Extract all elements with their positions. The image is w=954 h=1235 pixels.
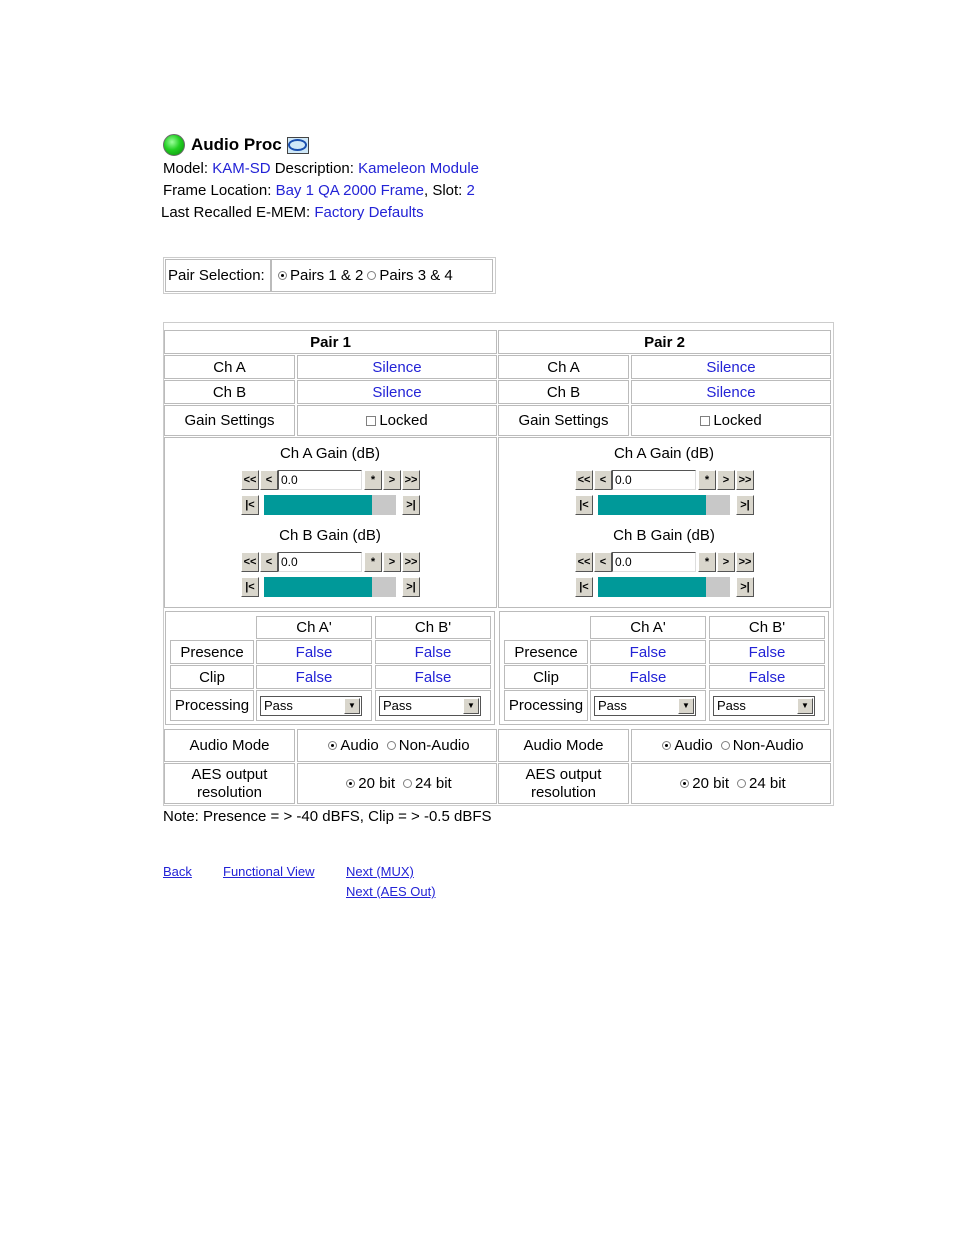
functional-view-link[interactable]: Functional View: [223, 864, 315, 879]
pair1-locked: [297, 405, 497, 436]
pair1-presence-label: Presence: [170, 640, 254, 664]
pair2-processing-b-value: Pass: [717, 698, 746, 713]
pair2-audio-label: Audio: [674, 737, 713, 754]
pair1-20bit-label: 20 bit: [358, 775, 395, 792]
pair2-col-a-header: Ch A': [590, 616, 706, 639]
pair2-ch-b-fast-back-button[interactable]: <<: [575, 552, 593, 572]
pair1-ch-b-gain-title: Ch B Gain (dB): [279, 527, 381, 544]
pair2-aes-label-line1: AES output: [525, 765, 602, 783]
pair1-ch-a-star-button[interactable]: *: [364, 470, 382, 490]
pair1-processing-b-select[interactable]: [379, 696, 481, 716]
pair2-ch-a-fast-fwd-button[interactable]: >>: [736, 470, 754, 490]
pair-selection-options: [271, 259, 493, 292]
pair2-ch-a-gain-input[interactable]: 0.0: [612, 470, 696, 490]
pair2-20bit-label: 20 bit: [692, 775, 729, 792]
pair1-audio-label: Audio: [340, 737, 379, 754]
dropdown-arrow-icon: ▼: [797, 698, 813, 714]
pair1-ch-b-star-button[interactable]: *: [364, 552, 382, 572]
pair2-ch-b-star-button[interactable]: *: [698, 552, 716, 572]
pair1-clip-b: False: [375, 665, 491, 689]
pair2-ch-a-star-button[interactable]: *: [698, 470, 716, 490]
pair2-processing-b-select[interactable]: [713, 696, 815, 716]
pair2-audio-mode-label: Audio Mode: [498, 729, 629, 762]
pair1-locked-checkbox[interactable]: [366, 416, 376, 426]
pair1-ch-b-to-start-button[interactable]: |<: [241, 577, 259, 597]
pair1-aes-label: [164, 763, 295, 804]
pair2-audio-mode-options: [631, 729, 831, 762]
pair2-ch-b-label: Ch B: [498, 380, 629, 404]
pair1-aes-label-line2: resolution: [196, 783, 263, 801]
pair1-ch-a-gain-input[interactable]: 0.0: [278, 470, 362, 490]
dropdown-arrow-icon: ▼: [344, 698, 360, 714]
back-link[interactable]: Back: [163, 864, 192, 879]
pair2-col-b-header: Ch B': [709, 616, 825, 639]
pair-selection-label: Pair Selection:: [165, 259, 271, 292]
pair1-audio-mode-options: [297, 729, 497, 762]
pair1-ch-a-fast-fwd-button[interactable]: >>: [402, 470, 420, 490]
status-led-icon: [163, 134, 185, 156]
pair2-ch-a-fast-back-button[interactable]: <<: [575, 470, 593, 490]
pair2-ch-b-value: Silence: [631, 380, 831, 404]
pair2-gain-settings-label: Gain Settings: [498, 405, 629, 436]
pair2-ch-b-gain-title: Ch B Gain (dB): [613, 527, 715, 544]
last-recalled-label: Last Recalled E-MEM:: [161, 204, 311, 221]
dropdown-arrow-icon: ▼: [678, 698, 694, 714]
pair2-aes-options: [631, 763, 831, 804]
pair2-clip-a: False: [590, 665, 706, 689]
pair2-locked: [631, 405, 831, 436]
pair2-non-audio-label: Non-Audio: [732, 737, 804, 754]
pair1-aes-label-line1: AES output: [191, 765, 268, 783]
pair2-ch-a-back-button[interactable]: <: [594, 470, 612, 490]
pair2-ch-b-to-start-button[interactable]: |<: [575, 577, 593, 597]
description-value: Kameleon Module: [358, 160, 480, 177]
pair2-processing-label: Processing: [504, 690, 588, 721]
pair2-ch-b-fwd-button[interactable]: >: [717, 552, 735, 572]
pair2-24bit-radio[interactable]: [737, 779, 746, 788]
page-title: Audio Proc: [191, 135, 282, 154]
pair2-ch-a-label: Ch A: [498, 355, 629, 379]
pair2-aes-label: [498, 763, 629, 804]
pair1-ch-a-fwd-button[interactable]: >: [383, 470, 401, 490]
next-mux-link[interactable]: Next (MUX): [346, 864, 414, 879]
pair1-ch-b-label: Ch B: [164, 380, 295, 404]
pair2-ch-a-gain-title: Ch A Gain (dB): [613, 445, 715, 462]
pair1-ch-a-gain-slider[interactable]: [264, 495, 396, 515]
last-recalled-line: [161, 202, 479, 224]
pair2-ch-a-gain-fill: [598, 495, 706, 515]
pair2-processing-a-value: Pass: [598, 698, 627, 713]
note-text: Note: Presence = > -40 dBFS, Clip = > -0.5 dBFS: [163, 808, 492, 825]
pair2-ch-b-gain-slider[interactable]: [598, 577, 730, 597]
pair2-clip-label: Clip: [504, 665, 588, 689]
pair1-locked-label: Locked: [379, 412, 428, 429]
pair1-ch-b-fwd-button[interactable]: >: [383, 552, 401, 572]
pair2-processing-a-select[interactable]: [594, 696, 696, 716]
pairs-1-2-radio[interactable]: [278, 271, 287, 280]
model-label: Model:: [163, 160, 209, 177]
pair1-aes-options: [297, 763, 497, 804]
slot-label: , Slot:: [423, 182, 463, 199]
dropdown-arrow-icon: ▼: [463, 698, 479, 714]
pair1-ch-a-back-button[interactable]: <: [260, 470, 278, 490]
pair1-ch-b-gain-fill: [264, 577, 372, 597]
pair2-locked-label: Locked: [713, 412, 762, 429]
pair2-ch-a-to-start-button[interactable]: |<: [575, 495, 593, 515]
module-header: [163, 132, 479, 224]
pair2-ch-b-back-button[interactable]: <: [594, 552, 612, 572]
pairs-3-4-label: Pairs 3 & 4: [379, 267, 453, 284]
pairs-1-2-label: Pairs 1 & 2: [290, 267, 364, 284]
pair2-ch-a-gain-slider[interactable]: [598, 495, 730, 515]
pair1-ch-b-fast-fwd-button[interactable]: >>: [402, 552, 420, 572]
frame-location-line: [163, 180, 479, 202]
frame-location-label: Frame Location:: [163, 182, 272, 199]
pair1-ch-b-value: Silence: [297, 380, 497, 404]
pair1-presence-b: False: [375, 640, 491, 664]
pair1-ch-b-fast-back-button[interactable]: <<: [241, 552, 259, 572]
pair2-ch-b-to-end-button[interactable]: >|: [736, 577, 754, 597]
pair1-24bit-radio[interactable]: [403, 779, 412, 788]
pair2-locked-checkbox[interactable]: [700, 416, 710, 426]
model-line: [163, 158, 479, 180]
pair1-non-audio-label: Non-Audio: [398, 737, 470, 754]
pair1-20bit-radio[interactable]: [346, 779, 355, 788]
pairs-3-4-radio[interactable]: [367, 271, 376, 280]
pair1-processing-a-value: Pass: [264, 698, 293, 713]
pair1-processing-a-select[interactable]: [260, 696, 362, 716]
pair2-ch-a-fwd-button[interactable]: >: [717, 470, 735, 490]
pair1-audio-radio[interactable]: [328, 741, 337, 750]
pair1-ch-b-gain-slider[interactable]: [264, 577, 396, 597]
description-label: Description:: [274, 160, 354, 177]
pair1-non-audio-radio[interactable]: [387, 741, 396, 750]
last-recalled-value: Factory Defaults: [314, 204, 424, 221]
pair2-presence-a: False: [590, 640, 706, 664]
pair2-ch-a-to-end-button[interactable]: >|: [736, 495, 754, 515]
pair1-clip-a: False: [256, 665, 372, 689]
pair1-col-b-header: Ch B': [375, 616, 491, 639]
pair1-ch-a-fast-back-button[interactable]: <<: [241, 470, 259, 490]
pair1-title: Pair 1: [164, 330, 497, 354]
pair2-ch-b-gain-fill: [598, 577, 706, 597]
pair1-col-a-header: Ch A': [256, 616, 372, 639]
pair2-20bit-radio[interactable]: [680, 779, 689, 788]
pair2-clip-b: False: [709, 665, 825, 689]
pair1-ch-a-to-end-button[interactable]: >|: [402, 495, 420, 515]
pair2-ch-b-gain-input[interactable]: 0.0: [612, 552, 696, 572]
model-value: KAM-SD: [212, 160, 271, 177]
pair1-processing-label: Processing: [170, 690, 254, 721]
pair1-ch-b-to-end-button[interactable]: >|: [402, 577, 420, 597]
pair1-24bit-label: 24 bit: [415, 775, 452, 792]
pair1-audio-mode-label: Audio Mode: [164, 729, 295, 762]
pair2-aes-label-line2: resolution: [530, 783, 597, 801]
pair2-24bit-label: 24 bit: [749, 775, 786, 792]
pair-selection: [163, 257, 496, 294]
refresh-icon[interactable]: [287, 137, 309, 154]
pair1-ch-b-gain-input[interactable]: 0.0: [278, 552, 362, 572]
pair2-title: Pair 2: [498, 330, 831, 354]
pair1-processing-b-value: Pass: [383, 698, 412, 713]
pair1-ch-a-label: Ch A: [164, 355, 295, 379]
pair2-ch-b-fast-fwd-button[interactable]: >>: [736, 552, 754, 572]
pair2-audio-radio[interactable]: [662, 741, 671, 750]
pair2-ch-a-value: Silence: [631, 355, 831, 379]
pair1-ch-a-gain-title: Ch A Gain (dB): [279, 445, 381, 462]
pair2-presence-label: Presence: [504, 640, 588, 664]
slot-value: 2: [466, 182, 475, 199]
pair2-non-audio-radio[interactable]: [721, 741, 730, 750]
pair1-clip-label: Clip: [170, 665, 254, 689]
frame-location-value: Bay 1 QA 2000 Frame: [275, 182, 424, 199]
pair1-ch-a-to-start-button[interactable]: |<: [241, 495, 259, 515]
pairs-table: [163, 322, 834, 806]
pair1-ch-a-value: Silence: [297, 355, 497, 379]
pair1-gain-settings-label: Gain Settings: [164, 405, 295, 436]
next-aes-out-link[interactable]: Next (AES Out): [346, 884, 436, 899]
pair1-presence-a: False: [256, 640, 372, 664]
pair1-ch-b-back-button[interactable]: <: [260, 552, 278, 572]
pair2-presence-b: False: [709, 640, 825, 664]
pair1-ch-a-gain-fill: [264, 495, 372, 515]
